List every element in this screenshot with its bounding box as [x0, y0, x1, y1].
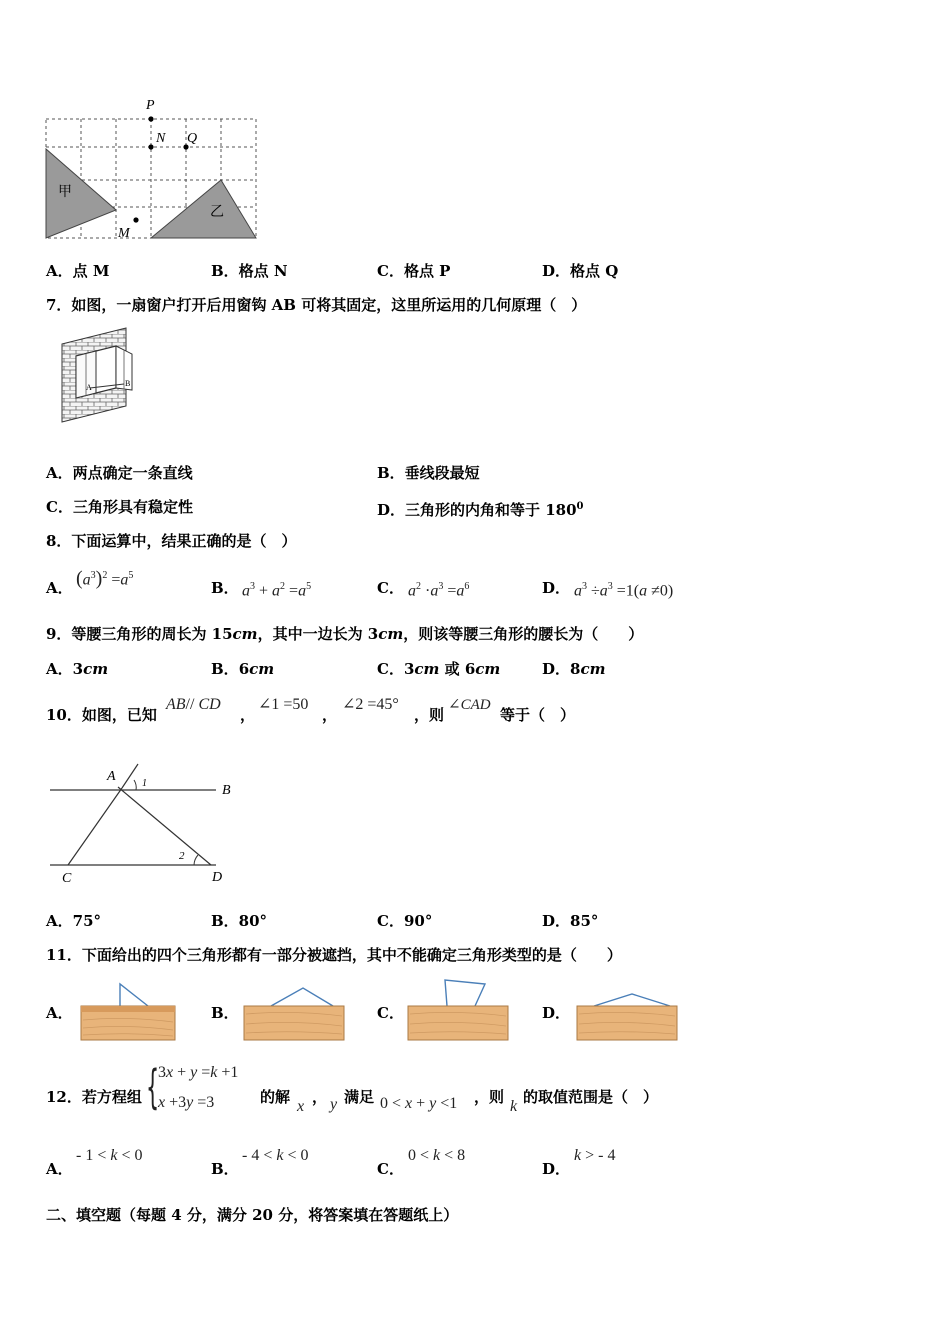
q7-option-a[interactable]: A．两点确定一条直线	[46, 464, 193, 482]
q10-formula-parallel: AB// CD	[166, 696, 221, 713]
q7-option-b[interactable]: B．垂线段最短	[377, 464, 480, 482]
fig10-label-1: 1	[142, 778, 147, 789]
q6-option-d[interactable]: D．格点 Q	[542, 262, 619, 280]
q11-figure-c	[405, 976, 511, 1042]
q8-formula-c: $a^2 \cdot a^3 =a^6$	[408, 581, 470, 600]
q11-option-a[interactable]: A．	[46, 1004, 73, 1022]
fig10-label-a: A	[107, 769, 116, 784]
q11-figure-d	[574, 984, 680, 1044]
q12-formula-d: k > - 4	[574, 1147, 616, 1164]
q10-option-d[interactable]: D．85°	[542, 912, 599, 930]
q9-stem: 9．等腰三角形的周长为 15cm，其中一边长为 3cm，则该等腰三角形的腰长为（ ）	[46, 625, 644, 643]
fig10-label-d: D	[212, 870, 223, 885]
q12-range: 的取值范围是（ ）	[523, 1088, 659, 1106]
label-q: Q	[187, 131, 198, 146]
q10-sep2: ，	[322, 706, 338, 724]
q6-option-a[interactable]: A．点 M	[46, 262, 110, 280]
q12-stem-start: 12．若方程组	[46, 1088, 142, 1106]
window-label-b: B	[125, 379, 131, 388]
q10-option-b[interactable]: B．80°	[211, 912, 268, 930]
section-2-heading: 二、填空题（每题 4 分，满分 20 分，将答案填在答题纸上）	[46, 1206, 459, 1224]
q10-then: ，则	[414, 706, 445, 724]
q12-condition: 0 < x + y <1	[380, 1095, 458, 1112]
q12-equation-1: 3x + y =k +1	[158, 1064, 239, 1081]
label-jia: 甲	[58, 184, 72, 200]
q8-option-a[interactable]: A．	[46, 579, 73, 597]
q12-then: ，则	[474, 1088, 505, 1106]
q12-comma: ，	[312, 1088, 328, 1106]
fig10-label-b: B	[222, 783, 231, 798]
q11-stem: 11．下面给出的四个三角形都有一部分被遮挡，其中不能确定三角形类型的是（ ）	[46, 946, 622, 964]
point-n	[148, 144, 153, 149]
triangle-yi	[151, 180, 256, 238]
q12-option-c[interactable]: C．	[377, 1160, 404, 1178]
point-m	[133, 217, 138, 222]
parallel-lines-figure	[46, 760, 246, 886]
label-m: M	[118, 226, 130, 241]
label-n: N	[156, 131, 166, 146]
q6-option-b[interactable]: B．格点 N	[211, 262, 288, 280]
q6-option-c[interactable]: C．格点 P	[377, 262, 451, 280]
q8-option-d[interactable]: D．	[542, 579, 571, 597]
point-p	[148, 116, 153, 121]
q10-formula-angle1: ∠1 =50	[258, 696, 309, 713]
q10-formula-cad: ∠CAD	[448, 697, 491, 713]
q8-option-b[interactable]: B．	[211, 579, 239, 597]
q12-formula-a: - 1 < k < 0	[76, 1147, 143, 1164]
q7-stem: 7．如图，一扇窗户打开后用窗钩 AB 可将其固定，这里所运用的几何原理（ ）	[46, 296, 587, 314]
q10-formula-angle2: ∠2 =45°	[342, 696, 399, 713]
q11-option-d[interactable]: D．	[542, 1004, 571, 1022]
q12-var-x: x	[297, 1098, 305, 1115]
q12-option-a[interactable]: A．	[46, 1160, 73, 1178]
label-yi: 乙	[210, 204, 224, 220]
q11-option-c[interactable]: C．	[377, 1004, 404, 1022]
q9-option-b[interactable]: B．6cm	[211, 660, 275, 678]
q12-brace: {	[146, 1060, 160, 1114]
q9-option-a[interactable]: A．3cm	[46, 660, 109, 678]
fig10-label-2: 2	[179, 850, 185, 862]
q10-option-a[interactable]: A．75°	[46, 912, 102, 930]
q12-formula-c: 0 < k < 8	[408, 1147, 466, 1164]
q11-option-b[interactable]: B．	[211, 1004, 239, 1022]
label-p: P	[146, 98, 155, 113]
q7-option-c[interactable]: C．三角形具有稳定性	[46, 498, 193, 516]
q12-option-d[interactable]: D．	[542, 1160, 571, 1178]
q12-equation-2: x +3y =3	[158, 1094, 215, 1111]
q8-formula-b: $a^3 + a^2 =a^5$	[242, 581, 312, 600]
window-figure	[58, 326, 138, 424]
q12-formula-b: - 4 < k < 0	[242, 1147, 309, 1164]
grid-figure	[40, 95, 265, 250]
q8-formula-a: $(a^3)^2 =a^5$	[76, 567, 134, 590]
q8-option-c[interactable]: C．	[377, 579, 404, 597]
q8-formula-d: $a^3 \div a^3 =1(a \ne 0)$	[574, 581, 674, 600]
q9-option-d[interactable]: D．8cm	[542, 660, 606, 678]
q10-stem-end: 等于（ ）	[500, 706, 576, 724]
q12-satisfy: 满足	[344, 1088, 375, 1106]
q10-option-c[interactable]: C．90°	[377, 912, 433, 930]
q7-option-d[interactable]: D．三角形的内角和等于 $180^0$	[377, 501, 584, 519]
q12-var-y: y	[330, 1096, 338, 1113]
fig10-label-c: C	[62, 871, 72, 886]
window-label-a: A	[86, 383, 92, 392]
q10-stem-start: 10．如图，已知	[46, 706, 157, 724]
q11-figure-b	[241, 982, 347, 1044]
q12-var-k: k	[510, 1098, 518, 1115]
q12-option-b[interactable]: B．	[211, 1160, 239, 1178]
q11-figure-a	[78, 982, 178, 1044]
q8-stem: 8．下面运算中，结果正确的是（ ）	[46, 532, 297, 550]
q9-option-c[interactable]: C．3cm 或 6cm	[377, 660, 501, 678]
q12-solution-of: 的解	[260, 1088, 291, 1106]
q10-sep1: ，	[240, 706, 256, 724]
